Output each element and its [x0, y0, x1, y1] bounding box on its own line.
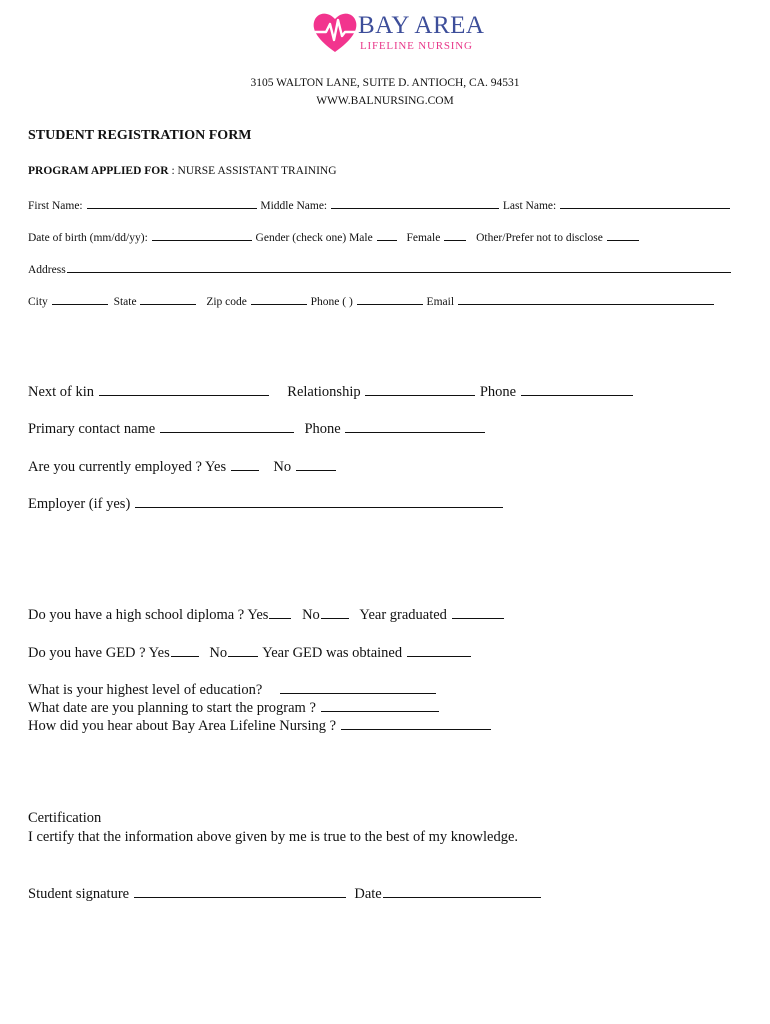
primary-phone-field[interactable]: [345, 419, 485, 433]
primary-contact-field[interactable]: [160, 419, 294, 433]
first-name-label: First Name:: [28, 200, 83, 212]
ged-year-field[interactable]: [407, 643, 471, 657]
start-date-field[interactable]: [321, 698, 439, 712]
state-label: State: [113, 296, 137, 308]
first-name-field[interactable]: [87, 197, 257, 209]
next-of-kin-row: [28, 382, 634, 401]
primary-contact-row: [28, 419, 486, 438]
referral-row: [28, 716, 492, 735]
year-graduated-field[interactable]: [452, 605, 504, 619]
phone-label: Phone ( ): [310, 296, 353, 308]
address-label: Address: [28, 264, 66, 276]
phone-field[interactable]: [357, 293, 423, 305]
address-line: 3105 WALTON LANE, SUITE D. ANTIOCH, CA. 94531: [250, 77, 520, 89]
email-label: Email: [426, 296, 455, 308]
ged-row: [28, 643, 472, 662]
zip-field[interactable]: [251, 293, 307, 305]
relationship-label: Relationship: [287, 384, 361, 400]
logo-subtitle: LIFELINE NURSING: [360, 40, 473, 52]
employer-field[interactable]: [135, 494, 503, 508]
name-row: [28, 197, 731, 212]
diploma-row: [28, 605, 505, 624]
employed-yes-field[interactable]: [231, 457, 259, 471]
middle-name-field[interactable]: [331, 197, 499, 209]
highest-education-field[interactable]: [280, 680, 436, 694]
logo-title: BAY AREA: [358, 12, 485, 39]
diploma-yes-field[interactable]: [269, 605, 291, 619]
address-field[interactable]: [67, 261, 731, 273]
diploma-no-field[interactable]: [321, 605, 349, 619]
date-label: Date: [354, 886, 382, 902]
gender-male-field[interactable]: [377, 229, 397, 241]
start-date-row: [28, 698, 440, 717]
middle-name-label: Middle Name:: [260, 200, 328, 212]
referral-field[interactable]: [341, 716, 491, 730]
dob-gender-row: [28, 229, 640, 244]
zip-label: Zip code: [206, 296, 247, 308]
highest-education-row: [28, 680, 437, 699]
certification-heading: Certification: [28, 810, 102, 826]
dob-label: Date of birth (mm/dd/yy):: [28, 232, 148, 244]
ged-no-field[interactable]: [228, 643, 258, 657]
employer-label: Employer (if yes): [28, 496, 131, 512]
gender-female-field[interactable]: [444, 229, 466, 241]
diploma-label: Do you have a high school diploma ? Yes: [28, 607, 269, 623]
last-name-field[interactable]: [560, 197, 730, 209]
address-row: [28, 261, 732, 276]
signature-row: [28, 884, 542, 903]
dob-field[interactable]: [152, 229, 252, 241]
state-field[interactable]: [140, 293, 196, 305]
city-label: City: [28, 296, 48, 308]
relationship-field[interactable]: [365, 382, 475, 396]
start-date-label: What date are you planning to start the program ?: [28, 700, 316, 716]
highest-education-label: What is your highest level of education?: [28, 682, 263, 698]
heart-ecg-icon: [312, 10, 358, 54]
signature-label: Student signature: [28, 886, 130, 902]
gender-other-label: Other/Prefer not to disclose: [476, 232, 603, 244]
program-label: PROGRAM APPLIED FOR: [28, 165, 169, 177]
employed-no-field[interactable]: [296, 457, 336, 471]
ged-yes-field[interactable]: [171, 643, 199, 657]
employed-row: [28, 457, 337, 476]
gender-other-field[interactable]: [607, 229, 639, 241]
gender-female-label: Female: [406, 232, 441, 244]
website-line: WWW.BALNURSING.COM: [316, 95, 454, 107]
kin-phone-field[interactable]: [521, 382, 633, 396]
next-of-kin-field[interactable]: [99, 382, 269, 396]
certification-statement: I certify that the information above given by me is true to the best of my knowledge.: [28, 829, 519, 845]
employer-row: [28, 494, 504, 513]
referral-label: How did you hear about Bay Area Lifeline Nursing ?: [28, 718, 337, 734]
email-field[interactable]: [458, 293, 714, 305]
employed-no-label: No: [273, 459, 292, 475]
employed-label: Are you currently employed ? Yes: [28, 459, 227, 475]
city-field[interactable]: [52, 293, 108, 305]
ged-no-label: No: [209, 645, 228, 661]
next-of-kin-label: Next of kin: [28, 384, 95, 400]
location-row: [28, 293, 715, 308]
program-value: : NURSE ASSISTANT TRAINING: [168, 165, 337, 177]
primary-contact-label: Primary contact name: [28, 421, 156, 437]
ged-year-label: Year GED was obtained: [262, 645, 403, 661]
year-graduated-label: Year graduated: [359, 607, 447, 623]
gender-label: Gender (check one) Male: [255, 232, 373, 244]
logo: [312, 8, 512, 58]
form-title: STUDENT REGISTRATION FORM: [28, 128, 252, 143]
program-applied: [28, 165, 337, 177]
ged-label: Do you have GED ? Yes: [28, 645, 170, 661]
kin-phone-label: Phone: [479, 384, 517, 400]
signature-field[interactable]: [134, 884, 346, 898]
diploma-no-label: No: [302, 607, 320, 623]
last-name-label: Last Name:: [502, 200, 557, 212]
primary-phone-label: Phone: [304, 421, 341, 437]
date-field[interactable]: [383, 884, 541, 898]
